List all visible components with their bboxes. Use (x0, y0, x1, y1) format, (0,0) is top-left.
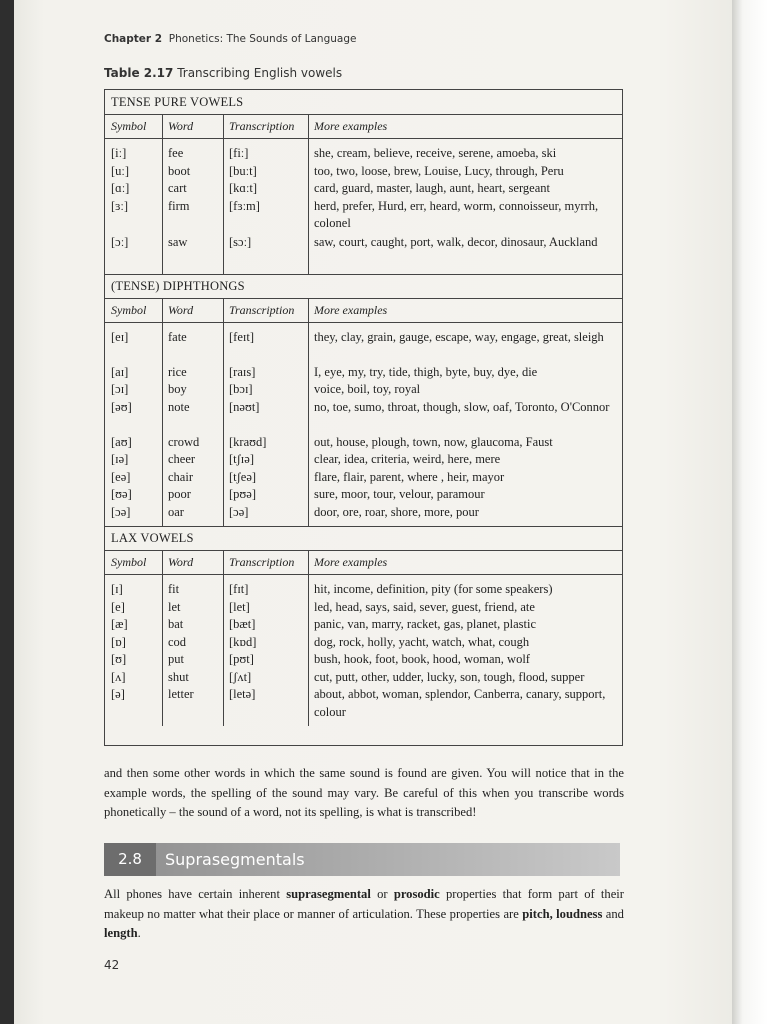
body-paragraph: and then some other words in which the same sound is found are given. You will notice that in the example words, the spelling of the sound may vary. Be careful of this when you transcribe words phonetically – the sound of a word, not its spelling, is what is transcribed! (104, 766, 624, 819)
column-header-word: Word (168, 302, 194, 317)
key-word: boot (168, 163, 191, 178)
vowel-symbol: [aʊ] (111, 434, 132, 449)
vowel-symbol: [əʊ] (111, 399, 132, 414)
vowel-symbol: [ɒ] (111, 634, 126, 649)
vowel-symbol: [uː] (111, 163, 130, 178)
more-examples: I, eye, my, try, tide, thigh, byte, buy, dye, die (314, 364, 538, 379)
more-examples: they, clay, grain, gauge, escape, way, engage, great, sleigh (314, 329, 604, 344)
transcription: [kɒd] (229, 634, 257, 649)
more-examples: cut, putt, other, udder, lucky, son, tough, flood, supper (314, 669, 585, 684)
key-word: poor (168, 487, 191, 501)
page-edge (732, 0, 768, 1024)
section-heading (104, 843, 620, 876)
more-examples: bush, hook, foot, book, hood, woman, wolf (314, 652, 530, 666)
transcription: [ɔə] (229, 504, 249, 519)
column-header-word: Word (168, 119, 194, 133)
transcription: [tʃɪə] (229, 452, 254, 466)
column-header-symbol: Symbol (111, 555, 147, 569)
more-examples: panic, van, marry, racket, gas, planet, plastic (314, 617, 537, 631)
term-suprasegmental: suprasegmental (286, 887, 371, 901)
vowel-symbol: [ɔɪ] (111, 382, 129, 396)
key-word: cod (168, 634, 187, 649)
column-header-word: Word (168, 555, 194, 569)
text-run: or (370, 887, 394, 901)
section-number: 2.8 (104, 843, 156, 876)
transcription: [fiː] (229, 146, 249, 160)
transcription: [feɪt] (229, 329, 254, 344)
vowel-symbol: [iː] (111, 146, 127, 160)
text-run: All phones have certain inherent (104, 887, 287, 901)
table-caption (104, 66, 342, 80)
transcription: [ʃʌt] (229, 669, 252, 684)
column-header-row (105, 551, 622, 575)
column-header-examples: More examples (314, 119, 388, 133)
section-title-row: (TENSE) DIPHTHONGS (105, 274, 622, 299)
more-examples: no, toe, sumo, throat, though, slow, oaf, Toronto, O'Connor (314, 399, 610, 414)
key-word: firm (168, 198, 190, 213)
more-examples: she, cream, believe, receive, serene, amoeba, ski (314, 146, 557, 160)
key-word: cheer (168, 452, 196, 466)
more-examples: card, guard, master, laugh, aunt, heart, sergeant (314, 181, 550, 195)
key-word: saw (168, 234, 188, 249)
column-header-symbol: Symbol (111, 119, 147, 133)
text-run: and (602, 906, 624, 921)
key-word: letter (168, 687, 194, 701)
column-divider (223, 115, 224, 274)
column-divider (162, 551, 163, 726)
vowel-symbol: [eɪ] (111, 329, 129, 344)
more-examples: door, ore, roar, shore, more, pour (314, 504, 479, 519)
key-word: rice (168, 364, 187, 379)
table-label: Table 2.17 (104, 66, 174, 80)
vowel-symbol: [e] (111, 599, 125, 614)
column-divider (223, 551, 224, 726)
table-title: Transcribing English vowels (177, 66, 343, 80)
vowel-symbol: [ɔː] (111, 234, 129, 249)
vowel-symbol: [ʊ] (111, 652, 127, 666)
key-word: crowd (168, 434, 200, 449)
column-header-transcription: Transcription (229, 555, 295, 569)
transcription: [fɜːm] (229, 198, 260, 213)
key-word: oar (168, 504, 184, 519)
term-pitch-loudness: pitch, loudness (522, 906, 603, 921)
column-header-examples: More examples (314, 555, 388, 569)
page-number: 42 (104, 958, 120, 972)
body-paragraph-2 (104, 885, 624, 944)
vowel-symbol: [æ] (111, 617, 128, 631)
column-divider (162, 115, 163, 274)
column-divider (162, 299, 163, 527)
text-run: properties that form part of their makeup no matter what their place or manner of articulation. These properties are (104, 887, 624, 921)
section-title-row: LAX VOWELS (105, 526, 622, 551)
vowel-symbol: [ɜː] (111, 198, 129, 213)
term-prosodic: prosodic (393, 887, 440, 901)
transcription: [letə] (229, 687, 256, 701)
more-examples: flare, flair, parent, where , heir, mayor (314, 469, 505, 484)
more-examples: led, head, says, said, sever, guest, friend, ate (314, 599, 535, 614)
key-word: bat (168, 617, 184, 631)
transcription: [bæt] (229, 617, 256, 631)
vowel-symbol: [ɑː] (111, 181, 130, 195)
vowel-symbol: [ɔə] (111, 504, 131, 519)
more-examples: clear, idea, criteria, weird, here, mere (314, 452, 501, 466)
transcription: [sɔː] (229, 234, 252, 249)
more-examples: saw, court, caught, port, walk, decor, dinosaur, Auckland (314, 234, 598, 249)
transcription: [buːt] (229, 163, 257, 178)
vowel-symbol: [eə] (111, 469, 131, 484)
more-examples: too, two, loose, brew, Louise, Lucy, through, Peru (314, 163, 564, 178)
vowel-symbol: [ə] (111, 687, 125, 701)
running-head (104, 33, 356, 45)
key-word: fit (168, 582, 180, 596)
vowel-symbol: [aɪ] (111, 364, 129, 379)
vowel-symbol: [ɪə] (111, 452, 129, 466)
text-run: . (137, 926, 141, 940)
more-examples: voice, boil, toy, royal (314, 382, 421, 396)
section-title: Suprasegmentals (165, 850, 305, 869)
more-examples: sure, moor, tour, velour, paramour (314, 487, 485, 501)
transcription: [fɪt] (229, 582, 249, 596)
transcription: [bɔɪ] (229, 382, 253, 396)
transcription: [pʊt] (229, 652, 254, 666)
key-word: chair (168, 469, 193, 484)
key-word: fate (168, 329, 187, 344)
transcription: [kraʊd] (229, 434, 267, 449)
more-examples: out, house, plough, town, now, glaucoma, Faust (314, 434, 553, 449)
column-divider (223, 299, 224, 527)
vowel-symbol: [ʊə] (111, 487, 132, 501)
column-header-row (105, 115, 622, 139)
term-length: length (104, 926, 138, 940)
transcription: [raɪs] (229, 364, 256, 379)
transcription: [tʃeə] (229, 469, 257, 484)
key-word: boy (168, 382, 187, 396)
vowel-symbol: [ʌ] (111, 669, 126, 684)
column-divider (308, 551, 309, 726)
more-examples: about, abbot, woman, splendor, Canberra, canary, support, colour (314, 687, 606, 719)
vowel-symbol: [ɪ] (111, 582, 123, 596)
more-examples: herd, prefer, Hurd, err, heard, worm, connoisseur, myrrh, colonel (314, 198, 599, 230)
transcription: [kɑːt] (229, 181, 258, 195)
key-word: cart (168, 181, 187, 195)
key-word: put (168, 652, 184, 666)
transcription: [let] (229, 599, 250, 614)
key-word: shut (168, 669, 189, 684)
more-examples: dog, rock, holly, yacht, watch, what, cough (314, 634, 530, 649)
column-header-row (105, 299, 622, 323)
transcription: [nəʊt] (229, 399, 260, 414)
more-examples: hit, income, definition, pity (for some speakers) (314, 582, 553, 596)
key-word: note (168, 399, 190, 414)
column-divider (308, 115, 309, 274)
chapter-title: Phonetics: The Sounds of Language (168, 33, 357, 45)
key-word: fee (168, 146, 184, 160)
key-word: let (168, 599, 181, 614)
column-header-transcription: Transcription (229, 119, 295, 133)
section-title-row: TENSE PURE VOWELS (105, 90, 622, 115)
vowel-table (104, 89, 623, 746)
column-header-transcription: Transcription (229, 302, 295, 317)
column-divider (308, 299, 309, 527)
column-header-examples: More examples (314, 302, 388, 317)
chapter-label: Chapter 2 (104, 33, 163, 45)
transcription: [pʊə] (229, 487, 256, 501)
column-header-symbol: Symbol (111, 302, 147, 317)
